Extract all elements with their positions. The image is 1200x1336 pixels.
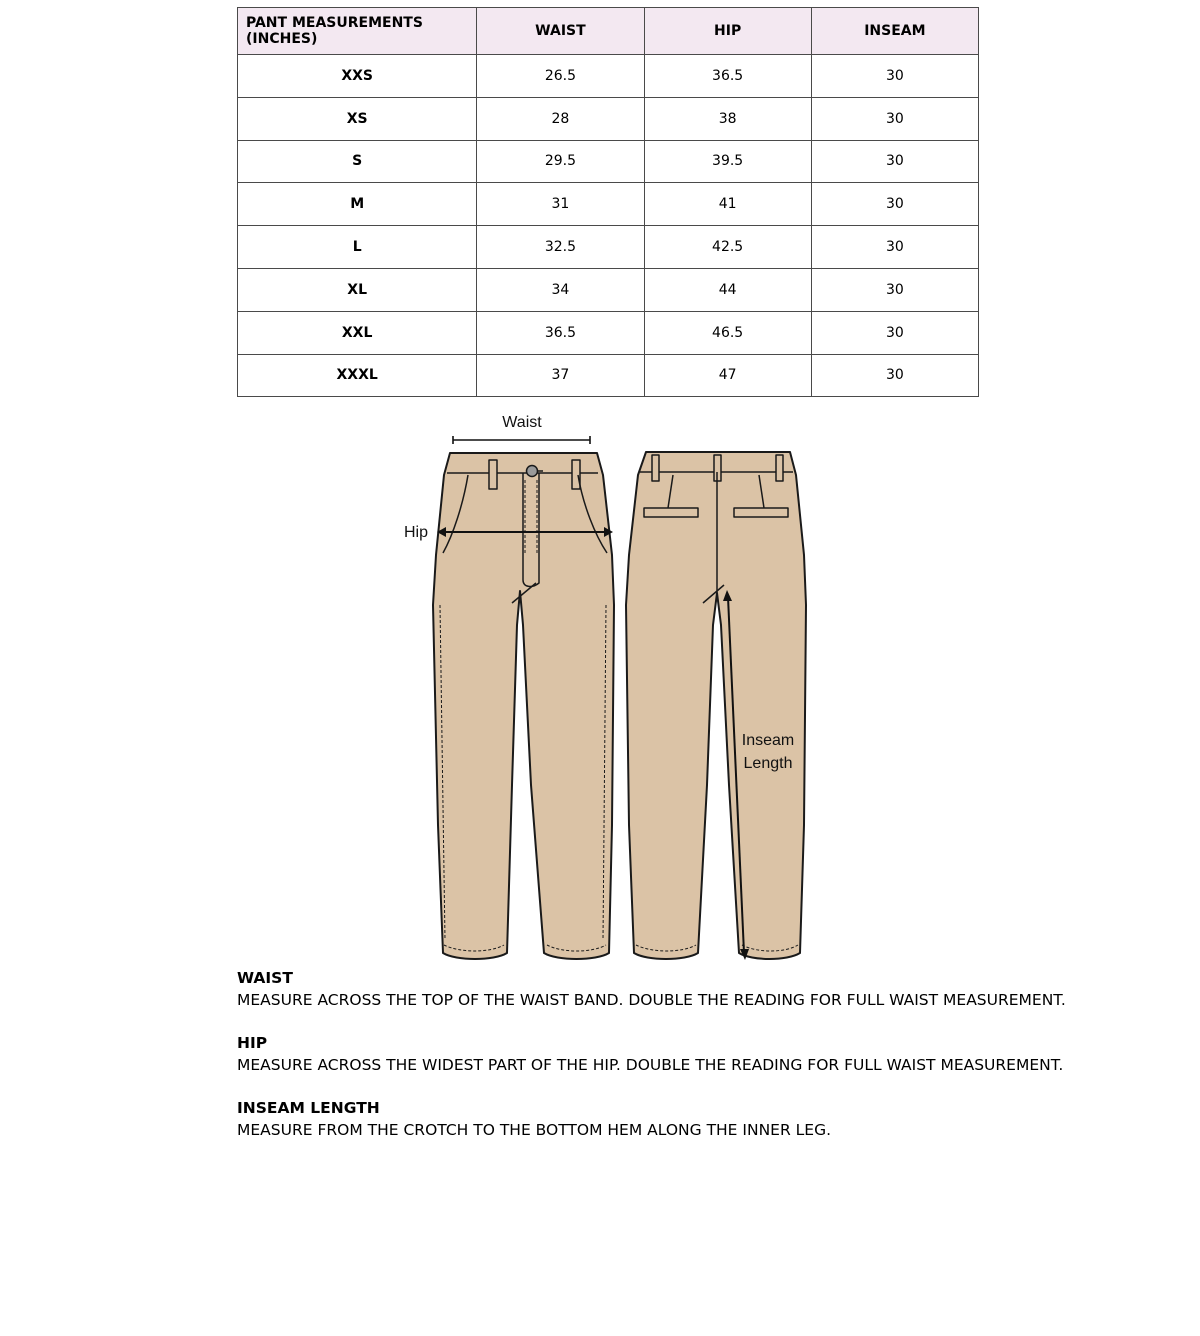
hip-cell: 41	[644, 183, 811, 226]
header-measurements: PANT MEASUREMENTS (INCHES)	[238, 8, 477, 55]
hip-cell: 36.5	[644, 55, 811, 98]
table-row	[238, 97, 979, 140]
waist-cell: 36.5	[477, 311, 644, 354]
pant-measurement-diagram	[400, 405, 830, 970]
hip-cell: 38	[644, 97, 811, 140]
hip-cell: 46.5	[644, 311, 811, 354]
size-cell: L	[238, 226, 477, 269]
table-row	[238, 226, 979, 269]
size-cell: XS	[238, 97, 477, 140]
waist-cell: 26.5	[477, 55, 644, 98]
table-row	[238, 140, 979, 183]
hip-cell: 39.5	[644, 140, 811, 183]
hip-cell: 42.5	[644, 226, 811, 269]
hip-note	[237, 1033, 1137, 1076]
waist-label: Waist	[502, 414, 542, 431]
waist-measure-line	[453, 436, 590, 444]
size-cell: XXXL	[238, 354, 477, 397]
table-row	[238, 268, 979, 311]
size-cell: S	[238, 140, 477, 183]
inseam-cell: 30	[811, 55, 978, 98]
table-row	[238, 354, 979, 397]
inseam-cell: 30	[811, 97, 978, 140]
waist-cell: 28	[477, 97, 644, 140]
waist-cell: 29.5	[477, 140, 644, 183]
note-body: MEASURE ACROSS THE WIDEST PART OF THE HIP. DOUBLE THE READING FOR FULL WAIST MEASUREMENT.	[237, 1055, 1064, 1074]
inseam-label-line1: Inseam	[741, 732, 795, 749]
hip-cell: 47	[644, 354, 811, 397]
hip-label: Hip	[404, 524, 429, 541]
table-row	[238, 183, 979, 226]
hip-cell: 44	[644, 268, 811, 311]
inseam-cell: 30	[811, 311, 978, 354]
table-row	[238, 311, 979, 354]
inseam-cell: 30	[811, 268, 978, 311]
waist-note	[237, 968, 1137, 1011]
back-pants-icon	[626, 452, 806, 959]
waist-cell: 32.5	[477, 226, 644, 269]
note-body: MEASURE ACROSS THE TOP OF THE WAIST BAND. DOUBLE THE READING FOR FULL WAIST MEASUREMENT.	[237, 990, 1066, 1009]
measurement-instructions	[237, 968, 1137, 1163]
inseam-label-line2: Length	[743, 755, 793, 772]
inseam-cell: 30	[811, 140, 978, 183]
waist-cell: 31	[477, 183, 644, 226]
size-cell: M	[238, 183, 477, 226]
note-title: WAIST	[237, 969, 293, 987]
size-cell: XXS	[238, 55, 477, 98]
inseam-note	[237, 1098, 1137, 1141]
waist-cell: 34	[477, 268, 644, 311]
size-cell: XXL	[238, 311, 477, 354]
size-cell: XL	[238, 268, 477, 311]
note-title: HIP	[237, 1034, 268, 1052]
table-row	[238, 55, 979, 98]
table-header-row	[238, 8, 979, 55]
inseam-cell: 30	[811, 183, 978, 226]
waist-cell: 37	[477, 354, 644, 397]
size-chart-table	[237, 7, 979, 397]
inseam-cell: 30	[811, 226, 978, 269]
front-pants-icon	[433, 453, 614, 959]
header-hip: HIP	[644, 8, 811, 55]
inseam-cell: 30	[811, 354, 978, 397]
back-pants-body	[626, 452, 806, 959]
header-inseam: INSEAM	[811, 8, 978, 55]
note-title: INSEAM LENGTH	[237, 1099, 380, 1117]
header-waist: WAIST	[477, 8, 644, 55]
note-body: MEASURE FROM THE CROTCH TO THE BOTTOM HEM ALONG THE INNER LEG.	[237, 1120, 832, 1139]
